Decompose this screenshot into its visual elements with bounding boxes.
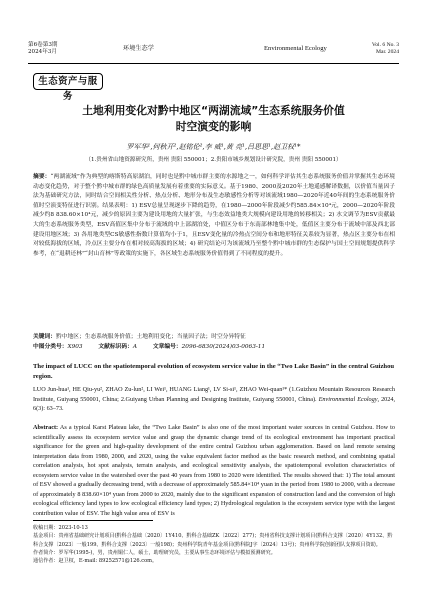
classification-line xyxy=(33,343,395,352)
affiliation: （1.贵州省山地资源研究所，贵州 贵阳 550001；2.贵阳市城乡规划设计研究院，贵州 贵阳 550001） xyxy=(85,157,342,163)
author-list: 罗军华¹,何秋开²,赵铭伦²,李 威¹,黄 亮¹,吕思思¹,赵卫权¹* xyxy=(126,143,301,151)
document-code: 文献标识码：A xyxy=(98,344,138,350)
header-volume-cn: 第6卷第3期 2024年3月 xyxy=(28,42,58,55)
page-header xyxy=(28,40,399,64)
footnote-corresponding: 通信作者：赵卫权，E-mail: 89252571@126.com。 xyxy=(33,558,158,565)
clc-number: 中图分类号：X903 xyxy=(33,344,83,350)
footnote-author-bio: 作者简介：罗军华(1995-)，男，贵州铜仁人，硕士，助理研究员，主要从事生态环境评估与模拟预测研究。 xyxy=(33,549,276,556)
english-title: The impact of LUCC on the spatiotemporal evolution of ecosystem service value in the “Two Lake Basin” in the central Guizhou region. xyxy=(33,363,395,380)
article-number: 文章编号：2096-6830(2024)03-0063-11 xyxy=(152,344,266,350)
english-abstract-text: As a typical Karst Plateau lake, the “Two Lake Basin” is also one of the most important water sources in central Guizhou. How to scientifically assess its ecosystem service value and grasp the dynamic change trend of its ecological environment has important practical significance for the green and high-quality development of the entire central Guizhou urban agglomeration. Based on land remote sensing interpretation data from 1980, 2000, and 2020, using the value equivalent factor method as the basic research method, and combining spatial correlation analysis, hot spot analysis, terrain analysis, and ecological sensitivity analysis, the spatiotemporal evolution characteristics of ecosystem service value in the watershed over the past 40 years from 1980 to 2020 were identified. The results showed that: 1) The total amount of ESV showed a gradually decreasing trend, with a decrease of approximately 585.84×10⁴ yuan in the period from 1980 to 2000, with a decrease of approximately 8 838.60×10⁴ yuan from 2000 to 2020, mainly due to the significant expansion of construction land and the conversion of high ecological efficiency land types to low ecological efficiency land types; 2) Hydrological regulation is the ecosystem service type with the largest contribution value of ESV. The high value area of ESV is xyxy=(33,424,395,517)
header-volume-en: Vol. 6 No. 3 Mar. 2024 xyxy=(371,42,399,55)
english-journal-name: Environmental Ecology xyxy=(318,395,378,403)
section-tag: 生态资产与服务 xyxy=(33,73,103,90)
keywords-text: 黔中地区；生态系统服务价值；土地利用变化；当量因子法；时空分异特征 xyxy=(56,334,246,340)
header-journal-en: Environmental Ecology xyxy=(264,45,327,52)
article-title-line-2: 时空演变的影响 xyxy=(175,120,252,133)
english-authors: LUO Jun-hua¹, HE Qiu-yu², ZHAO Zu-lun², LI Wei¹, HUANG Liang¹, LV Si-si¹, ZHAO Wei-quan¹* (1.Guizhou Mountain Resources Research Institute, Guiyang 550001, China; 2.Guiyang Urban Planning and Designing Institute, Guiyang 550001, China). Environmental Ecology, 2024, 6(3): 63–73. xyxy=(33,386,396,412)
chinese-abstract xyxy=(33,173,395,259)
footnote-divider xyxy=(33,520,153,521)
english-abstract xyxy=(33,423,395,518)
keywords xyxy=(33,333,395,342)
header-journal-cn: 环境生态学 xyxy=(123,45,154,52)
article-title-line-1: 土地利用变化对黔中地区“两湖流域”生态系统服务价值 xyxy=(82,104,345,117)
abstract-label: 摘要： xyxy=(33,174,51,180)
footnote-received: 收稿日期：2023-10-13 xyxy=(33,525,88,531)
keywords-label: 关键词： xyxy=(33,334,56,340)
abstract-text: “两湖流域”作为典型的喀斯特高原湖泊，同时也是黔中城市群主要的水源地之一，如何科学评估其生态系统服务价值并掌握其生态环境动态变化趋势，对于整个黔中城市群的绿色高质量发展有着重要的实际意义。基于1980、2000及2020年土地遥感解译数据，以价值当量因子法为基础研究方法，同时结合空间相关性分析、热点分析、地形分布及生态敏感性分析等对该流域1980—2020年近40年间的生态系统服务价值时空演变特征进行识别。结果表明：1) ESV总量呈现逐步下降的趋势，在1980—2000年阶段减少约585.84×10⁴元，2000—2020年阶段减少约8 838.60×10⁴元，减少的原因主要为建设用地的大量扩张，与生态效益地类大规模向建设用地的转移相关；2) 水文调节为ESV贡献最大的生态系统服务类型，ESV高值区集中分布于流域的中上部湖泊处，中值区分布于东南部林地集中处，低值区主要分布于流域中部及西北部建设用地区域；3) 各用地类型CS敏感性指数计算值均小于1，且ESV变化量的冷热点空间分布和地形特征关系较为显著，热点区主要分布在相对较低海拔的区域，冷点区主要分布在相对较高海拔的区域；4) 研究结论可为该流域乃至整个黔中城市群的生态保护与国土空间规划提供科学参考，在“退耕还林”“封山育林”等政策的实施下，各区域生态系统服务价值得到了不同程度的提升。 xyxy=(33,174,395,257)
english-abstract-label: Abstract: xyxy=(33,424,59,431)
footnote-funding: 基金项目：贵州省基础研究计划项目(黔科合基础〔2020〕1Y410、黔科合基础ZK〔2022〕277)；贵州省科技支撑计划项目(黔科合支撑〔2020〕4Y132、黔科合支撑〔2023〕一般199、黔科合支撑〔2023〕一般198)；贵州科学院青年基金项目(黔科院J字〔2024〕13号)；贵州科学院创新团队支撑项目资助。 xyxy=(33,533,393,548)
footnotes xyxy=(33,524,395,565)
